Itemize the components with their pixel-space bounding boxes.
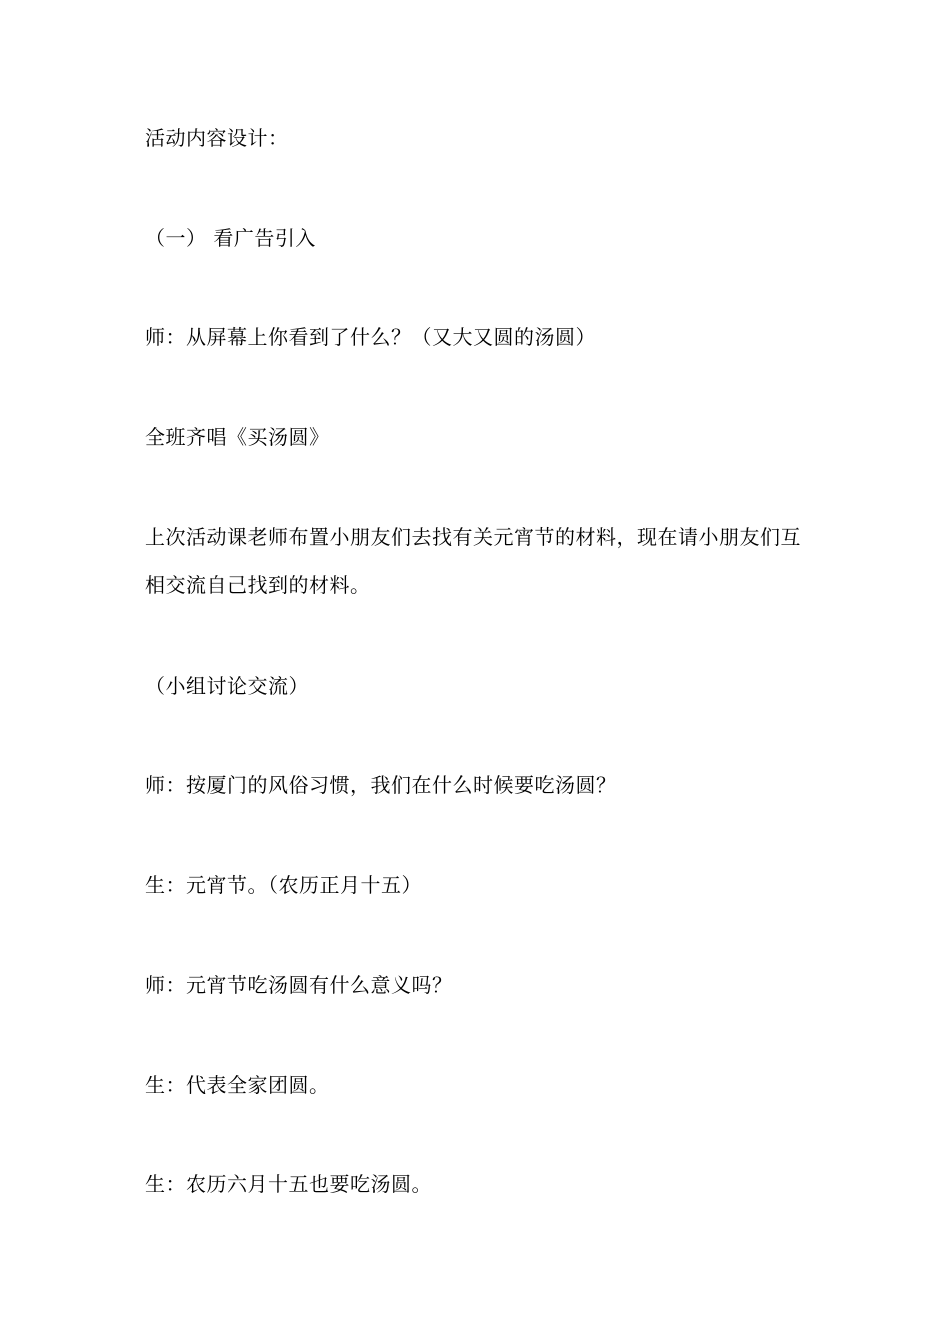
paragraph-teacher-meaning: 师：元宵节吃汤圆有什么意义吗？ xyxy=(145,973,453,997)
paragraph-student-answer-3: 生：农历六月十五也要吃汤圆。 xyxy=(145,1172,432,1196)
paragraph-activity-line-1: 上次活动课老师布置小朋友们去找有关元宵节的材料，现在请小朋友们互 xyxy=(145,525,801,549)
paragraph-teacher-question: 师：从屏幕上你看到了什么？（又大又圆的汤圆） xyxy=(145,325,596,349)
paragraph-group-discussion: （小组讨论交流） xyxy=(145,674,309,698)
subsection-heading: （一） 看广告引入 xyxy=(145,226,316,250)
section-heading: 活动内容设计： xyxy=(145,126,289,150)
paragraph-teacher-custom: 师：按厦门的风俗习惯，我们在什么时候要吃汤圆？ xyxy=(145,773,617,797)
paragraph-class-song: 全班齐唱《买汤圆》 xyxy=(145,425,330,449)
paragraph-student-answer-1: 生：元宵节。（农历正月十五） xyxy=(145,873,422,897)
paragraph-student-answer-2: 生：代表全家团圆。 xyxy=(145,1073,330,1097)
paragraph-activity-line-2: 相交流自己找到的材料。 xyxy=(145,573,371,597)
